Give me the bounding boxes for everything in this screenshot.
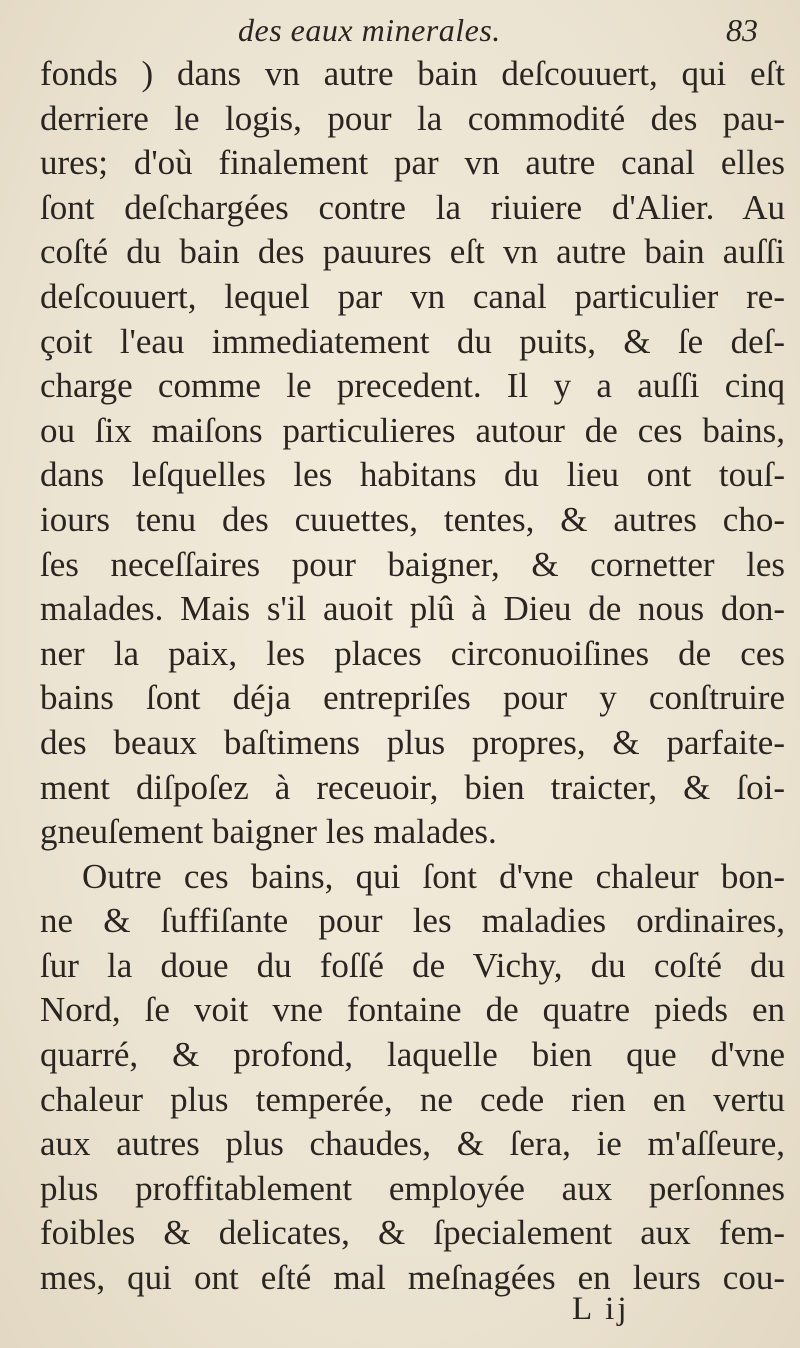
page-header <box>0 10 800 50</box>
text-line: ment diſpoſez à receuoir, bien traicter, & ſoi- <box>40 767 785 807</box>
text-line: ures; d'où finalement par vn autre canal elles <box>40 143 785 183</box>
text-line: quarré, & profond, laquelle bien que d'vne <box>40 1035 785 1075</box>
body-text <box>40 52 785 1301</box>
text-line: derriere le logis, pour la commodité des pau- <box>40 98 785 138</box>
running-title: des eaux minerales. <box>238 12 501 48</box>
text-line: malades. Mais s'il auoit plû à Dieu de nous don- <box>40 589 785 629</box>
text-line: gneuſement baigner les malades. <box>40 812 497 852</box>
text-line: charge comme le precedent. Il y a auſſi cinq <box>40 366 785 406</box>
text-line: mes, qui ont eſté mal meſnagées en leurs cou- <box>40 1258 785 1298</box>
text-line: ſur la doue du foſſé de Vichy, du coſté du <box>40 945 785 985</box>
text-line: ner la paix, les places circonuoiſines de ces <box>40 633 785 673</box>
text-line: ne & ſuffiſante pour les maladies ordinaires, <box>40 901 785 941</box>
text-line: coſté du bain des pauures eſt vn autre bain auſſi <box>40 232 785 272</box>
text-line: ſes neceſſaires pour baigner, & cornetter les <box>40 544 785 584</box>
signature-mark: L ij <box>572 1291 630 1327</box>
text-line: Nord, ſe voit vne fontaine de quatre pieds en <box>40 990 785 1030</box>
text-line: deſcouuert, lequel par vn canal particulier re- <box>40 276 785 316</box>
text-line: aux autres plus chaudes, & ſera, ie m'aſſeure, <box>40 1124 785 1164</box>
page-number: 83 <box>726 12 758 48</box>
text-line: bains ſont déja entrepriſes pour y conſtruire <box>40 678 785 718</box>
text-line: ou ſix maiſons particulieres autour de ces bains, <box>40 410 785 450</box>
text-line: foibles & delicates, & ſpecialement aux fem- <box>40 1213 785 1253</box>
text-line: des beaux baſtimens plus propres, & parfaite- <box>40 722 785 762</box>
text-line: iours tenu des cuuettes, tentes, & autres cho- <box>40 499 785 539</box>
text-line: ſont deſchargées contre la riuiere d'Alier. Au <box>40 187 785 227</box>
text-line: fonds ) dans vn autre bain deſcouuert, qui eſt <box>40 54 785 93</box>
text-line: chaleur plus temperée, ne cede rien en vertu <box>40 1079 785 1119</box>
text-line: çoit l'eau immediatement du puits, & ſe deſ- <box>40 321 785 361</box>
text-line: plus proffitablement employée aux perſonnes <box>40 1168 785 1208</box>
text-line: dans leſquelles les habitans du lieu ont touſ- <box>40 455 785 495</box>
text-line: Outre ces bains, qui ſont d'vne chaleur bon- <box>82 856 785 896</box>
